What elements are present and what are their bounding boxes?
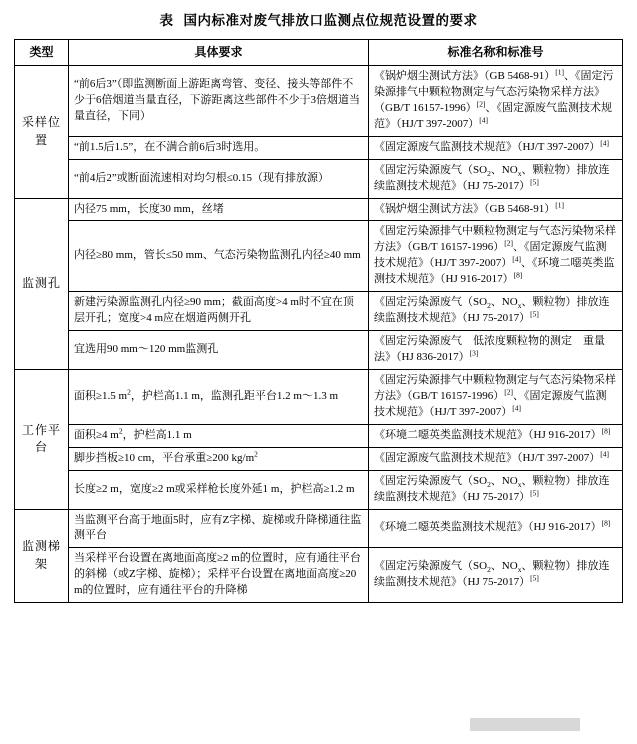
standard-cell: 《固定污染源废气（$SO_2$、$NO_x$、颗粒物）排放连续监测技术规范》（HJ 75-2017）[5] bbox=[369, 548, 623, 603]
table-body bbox=[15, 65, 623, 602]
table-row bbox=[15, 509, 623, 548]
requirement-cell: 当监测平台高于地面5时，应有Z字梯、旋梯或升降梯通往监测平台 bbox=[69, 509, 369, 548]
requirement-cell: 内径≥80 mm，管长≤50 mm、气态污染物监测孔内径≥40 mm bbox=[69, 221, 369, 292]
caption-title: 国内标准对废气排放口监测点位规范设置的要求 bbox=[183, 13, 478, 28]
requirement-cell: “前4后2”或断面流速相对均匀根≤0.15（现有排放源） bbox=[69, 159, 369, 198]
table-row bbox=[15, 369, 623, 424]
standard-cell: 《固定源废气监测技术规范》（HJ/T 397-2007）[4] bbox=[369, 447, 623, 470]
table-caption bbox=[14, 12, 623, 30]
table-row bbox=[15, 292, 623, 331]
header-standard: 标准名称和标准号 bbox=[369, 39, 623, 65]
standard-cell: 《锅炉烟尘测试方法》（GB 5468-91）[1] bbox=[369, 198, 623, 221]
requirement-cell: 内径75 mm，长度30 mm，丝堵 bbox=[69, 198, 369, 221]
caption-label: 表 bbox=[159, 13, 174, 28]
type-cell-monitoring-ladder: 监测梯架 bbox=[15, 509, 69, 603]
standard-cell: 《固定污染源排气中颗粒物测定与气态污染物采样方法》（GB/T 16157-1996）[2]、《固定源废气监测技术规范》（HJ/T 397-2007）[4]、《环境二噁英类监测技术规范》（HJ 916-2017）[8] bbox=[369, 221, 623, 292]
table-row bbox=[15, 447, 623, 470]
table-row bbox=[15, 136, 623, 159]
requirement-cell: 新建污染源监测孔内径≥90 mm；截面高度>4 m时不宜在顶层开孔；宽度>4 m应在烟道两侧开孔 bbox=[69, 292, 369, 331]
type-cell-sampling-location: 采样位置 bbox=[15, 65, 69, 198]
table-row bbox=[15, 424, 623, 447]
standard-cell: 《固定污染源废气（$SO_2$、$NO_x$、颗粒物）排放连续监测技术规范》（HJ 75-2017）[5] bbox=[369, 292, 623, 331]
header-requirement: 具体要求 bbox=[69, 39, 369, 65]
standard-cell: 《锅炉烟尘测试方法》（GB 5468-91）[1]、《固定污染源排气中颗粒物测定与气态污染物采样方法》（GB/T 16157-1996）[2]、《固定源废气监测技术规范》（HJ/T 397-2007）[4] bbox=[369, 65, 623, 136]
watermark-redaction bbox=[470, 718, 580, 731]
type-cell-work-platform: 工作平台 bbox=[15, 369, 69, 509]
table-row bbox=[15, 470, 623, 509]
type-cell-monitoring-hole: 监测孔 bbox=[15, 198, 69, 369]
standard-cell: 《固定污染源废气（$SO_2$、$NO_x$、颗粒物）排放连续监测技术规范》（HJ 75-2017）[5] bbox=[369, 470, 623, 509]
specification-table bbox=[14, 39, 623, 604]
requirement-cell: 脚步挡板≥10 cm，平台承重≥200 $kg/m^2$ bbox=[69, 447, 369, 470]
standard-cell: 《固定污染源排气中颗粒物测定与气态污染物采样方法》（GB/T 16157-1996）[2]、《固定源废气监测技术规范》（HJ/T 397-2007）[4] bbox=[369, 369, 623, 424]
table-row bbox=[15, 65, 623, 136]
header-type: 类型 bbox=[15, 39, 69, 65]
standard-cell: 《环境二噁英类监测技术规范》（HJ 916-2017）[8] bbox=[369, 509, 623, 548]
table-row bbox=[15, 198, 623, 221]
requirement-cell: 面积≥1.5 $m^2$，护栏高1.1 m，监测孔距平台1.2 m～1.3 m bbox=[69, 369, 369, 424]
requirement-cell: 宜选用90 mm～120 mm监测孔 bbox=[69, 331, 369, 370]
standard-cell: 《固定污染源废气 低浓度颗粒物的测定 重量法》（HJ 836-2017）[3] bbox=[369, 331, 623, 370]
table-row bbox=[15, 221, 623, 292]
standard-cell: 《环境二噁英类监测技术规范》（HJ 916-2017）[8] bbox=[369, 424, 623, 447]
requirement-cell: 面积≥4 $m^2$，护栏高1.1 m bbox=[69, 424, 369, 447]
table-row bbox=[15, 548, 623, 603]
table-row bbox=[15, 159, 623, 198]
requirement-cell: 长度≥2 m，宽度≥2 m或采样枪长度外延1 m，护栏高≥1.2 m bbox=[69, 470, 369, 509]
standard-cell: 《固定污染源废气（$SO_2$、$NO_x$、颗粒物）排放连续监测技术规范》（HJ 75-2017）[5] bbox=[369, 159, 623, 198]
requirement-cell: “前1.5后1.5”，在不满合前6后3时选用。 bbox=[69, 136, 369, 159]
table-row bbox=[15, 331, 623, 370]
standard-cell: 《固定源废气监测技术规范》（HJ/T 397-2007）[4] bbox=[369, 136, 623, 159]
requirement-cell: 当采样平台设置在离地面高度≥2 m的位置时，应有通往平台的斜梯（或Z字梯、旋梯）；采样平台设置在离地面高度≥20 m的位置时，应有通往平台的升降梯 bbox=[69, 548, 369, 603]
table-header-row bbox=[15, 39, 623, 65]
requirement-cell: “前6后3”（即监测断面上游距离弯管、变径、接头等部件不少于6倍烟道当量直径，下游距离这些部件不少于3倍烟道当量直径，下同） bbox=[69, 65, 369, 136]
